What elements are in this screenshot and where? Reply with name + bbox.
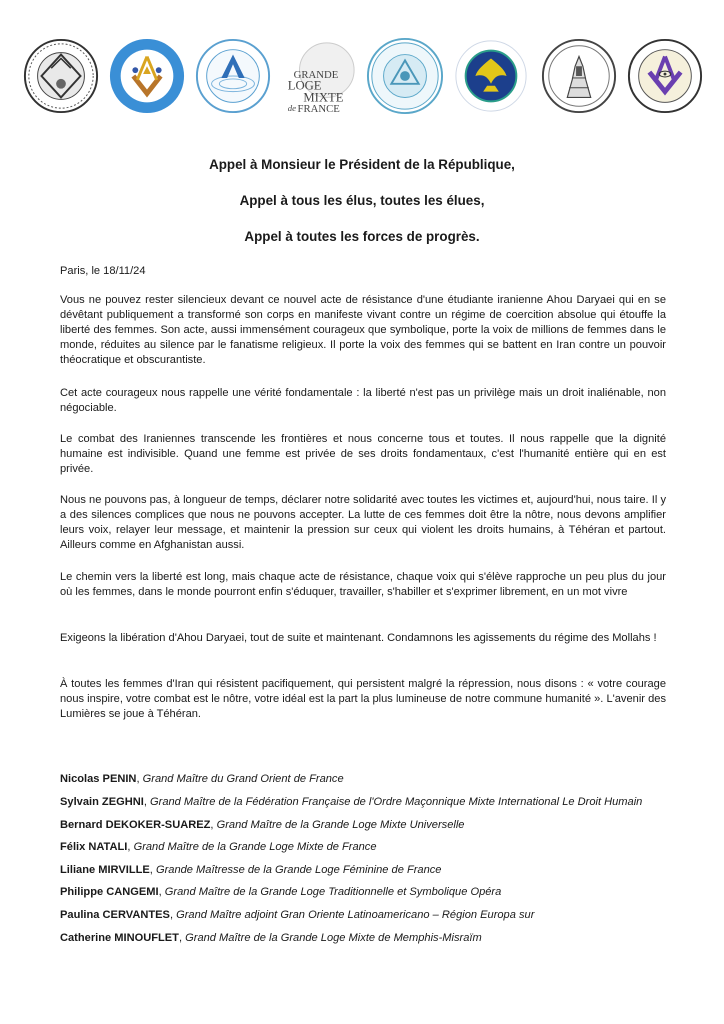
signatory-title: Grand Maître de la Grande Loge Traditionnelle et Symbolique Opéra <box>164 886 502 898</box>
separator: , <box>158 886 165 898</box>
signatory <box>60 908 534 922</box>
paragraph-7: À toutes les femmes d'Iran qui résistent pacifiquement, qui persistent malgré la répression, nous disons : « votre courage nous inspire, votre combat est le nôtre, votre idéal est la part la plus lumineuse de notre commune humanité ». L'avenir des Lumières se joue à Téhéran. <box>60 678 666 720</box>
signatory-title: Grande Maîtresse de la Grande Loge Féminine de France <box>155 864 442 876</box>
separator: , <box>127 841 134 853</box>
separator: , <box>169 909 177 921</box>
signatory-name: Félix NATALI <box>60 841 128 853</box>
signatory-name: Philippe CANGEMI <box>60 886 159 898</box>
separator: , <box>143 796 151 808</box>
gola-seal-icon <box>540 36 618 116</box>
separator: , <box>178 932 186 944</box>
signatory-title: Grand Maître de la Fédération Française de l'Ordre Maçonnique Mixte International Le Droit Humain <box>150 796 643 808</box>
paragraph-4: Nous ne pouvons pas, à longueur de temps, déclarer notre solidarité avec toutes les victimes et, aujourd'hui, nous taire. Il y a des silences complices que nous ne pouvons accepter. La lutte de ces femmes doit être la nôtre, nous devons amplifier leurs voix, relayer leur message, et maintenir la pression sur ceux qui violent les droits humains, à Téhéran et partout. Ailleurs comme en Afghanistan aussi. <box>60 494 666 551</box>
signatory-name: Liliane MIRVILLE <box>60 864 150 876</box>
svg-text:FRANCE: FRANCE <box>297 103 340 116</box>
signatory <box>60 818 464 832</box>
paragraph-1: Vous ne pouvez rester silencieux devant ce nouvel acte de résistance d'une étudiante iranienne Ahou Daryaei qui en se dévêtant publiquement a transformé son corps en manifeste vivant contre un régime de coercition absolue qui étouffe la liberté des femmes. Son acte, aussi immensément courageux que symbolique, porte la voix de millions de femmes dans le monde, réduites au silence par le fanatisme religieux. Il porte la voix des femmes qui se battent en Iran contre un pouvoir théocratique et obscurantiste. <box>60 294 666 366</box>
signatory <box>60 931 482 945</box>
glff-seal-icon <box>366 36 444 116</box>
appeal-titles <box>0 157 724 245</box>
svg-text:de: de <box>287 103 297 114</box>
glmf-grande-text: GRANDE <box>293 68 339 81</box>
svg-text:LOGE: LOGE <box>287 78 322 93</box>
signatory <box>60 863 441 877</box>
signatory-title: Grand Maître de la Grande Loge Mixte Universelle <box>216 819 465 831</box>
logo-banner <box>22 36 712 124</box>
signatory <box>60 885 501 899</box>
signatory <box>60 795 642 809</box>
signatory-name: Sylvain ZEGHNI <box>60 796 144 808</box>
glmf-logo-icon <box>280 36 358 116</box>
svg-text:MIXTE: MIXTE <box>303 90 344 105</box>
glts-opera-seal-icon <box>452 36 530 116</box>
paragraph-6: Exigeons la libération d'Ahou Daryaei, tout de suite et maintenant. Condamnons les agissements du régime des Mollahs ! <box>60 632 657 644</box>
signatory-name: Bernard DEKOKER-SUAREZ <box>60 819 211 831</box>
signatory <box>60 840 377 854</box>
separator: , <box>136 773 143 785</box>
signatory-title: Grand Maître du Grand Orient de France <box>142 773 344 785</box>
title-progress: Appel à toutes les forces de progrès. <box>244 229 480 244</box>
memphis-misraim-seal-icon <box>626 36 704 116</box>
signatory-name: Nicolas PENIN <box>60 773 137 785</box>
droit-humain-seal-icon <box>108 36 186 116</box>
paragraph-3: Le combat des Iraniennes transcende les frontières et nous concerne tous et toutes. Il nous rappelle que la dignité humaine est indivisible. Quand une femme est privée de ses droits fondamentaux, c'est l'humanité entière qui en est privée. <box>60 433 666 475</box>
separator: , <box>149 864 156 876</box>
title-president: Appel à Monsieur le Président de la République, <box>209 157 515 172</box>
signatory-name: Paulina CERVANTES <box>60 909 170 921</box>
paragraph-5: Le chemin vers la liberté est long, mais chaque acte de résistance, chaque voix qui s'élève rapproche un peu plus du jour où les femmes, dans le monde pourront enfin s'éduquer, travailler, s'habiller et s'exprimer librement, en un mot vivre <box>60 571 666 598</box>
title-elected: Appel à tous les élus, toutes les élues, <box>239 193 485 208</box>
date-line: Paris, le 18/11/24 <box>60 265 146 277</box>
paragraph-2: Cet acte courageux nous rappelle une vérité fondamentale : la liberté n'est pas un privilège mais un droit inaliénable, non négociable. <box>60 387 666 414</box>
signatory-title: Grand Maître adjoint Gran Oriente Latinoamericano – Région Europa sur <box>176 909 535 921</box>
separator: , <box>210 819 217 831</box>
signatory-title: Grand Maître de la Grande Loge Mixte de France <box>133 841 377 853</box>
signatory-title: Grand Maître de la Grande Loge Mixte de Memphis-Misraïm <box>185 932 482 944</box>
glmu-seal-icon <box>194 36 272 116</box>
signatory <box>60 772 344 786</box>
signatory-name: Catherine MINOUFLET <box>60 932 179 944</box>
grand-orient-seal-icon <box>22 36 100 116</box>
